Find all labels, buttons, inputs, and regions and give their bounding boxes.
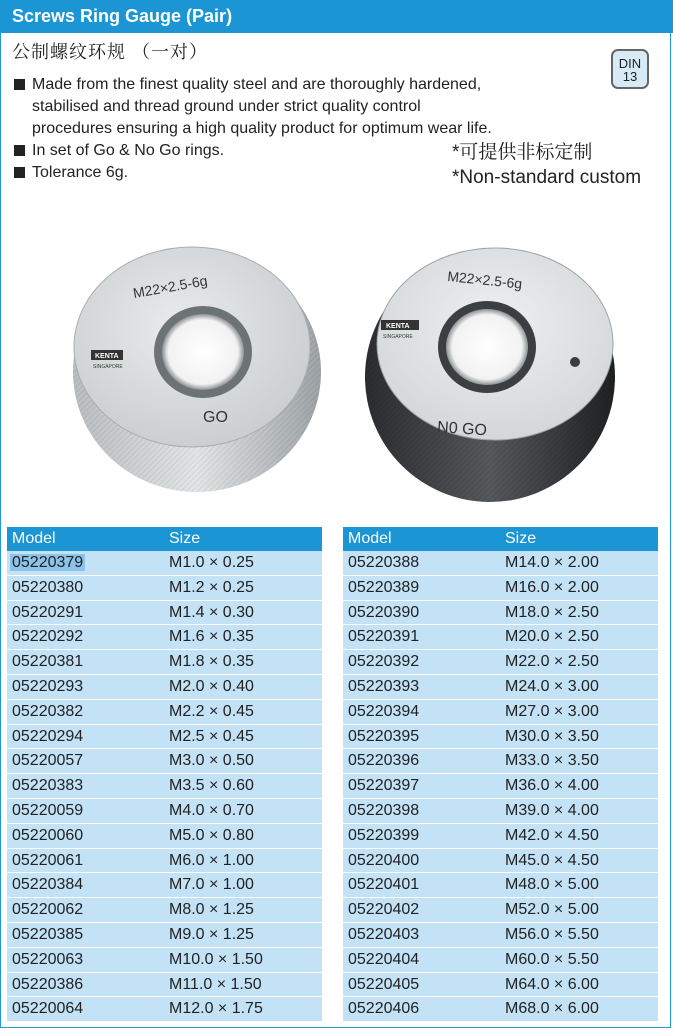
feature-text: Tolerance 6g. xyxy=(32,164,129,181)
custom-note xyxy=(452,140,641,190)
model-cell: 05220399 xyxy=(348,826,420,844)
model-cell: 05220380 xyxy=(12,578,84,596)
table-row xyxy=(343,625,658,650)
model-cell: 05220063 xyxy=(12,950,84,968)
feature-text: procedures ensuring a high quality product for optimum wear life. xyxy=(32,120,492,137)
feature-list xyxy=(12,74,492,184)
model-cell: 05220393 xyxy=(348,677,420,695)
table-row xyxy=(343,650,658,675)
model-cell: 05220401 xyxy=(348,876,420,894)
model-cell: 05220060 xyxy=(12,826,84,844)
model-cell: 05220388 xyxy=(348,554,420,571)
model-cell: 05220389 xyxy=(348,578,420,596)
feature-item-continued xyxy=(12,96,492,118)
size-cell: M14.0 × 2.00 xyxy=(505,554,599,571)
square-bullet-icon xyxy=(14,145,25,156)
table-row xyxy=(343,749,658,774)
size-cell: M68.0 × 6.00 xyxy=(505,1000,599,1018)
size-cell: M56.0 × 5.50 xyxy=(505,925,599,943)
size-cell: M48.0 × 5.00 xyxy=(505,876,599,894)
size-cell: M64.0 × 6.00 xyxy=(505,975,599,993)
model-cell: 05220394 xyxy=(348,702,420,720)
table-row xyxy=(343,997,658,1022)
size-cell: M2.5 × 0.45 xyxy=(169,727,254,745)
size-cell: M11.0 × 1.50 xyxy=(169,975,262,993)
table-row xyxy=(343,601,658,626)
model-cell: 05220294 xyxy=(12,727,84,745)
model-cell: 05220403 xyxy=(348,925,420,943)
size-cell: M1.4 × 0.30 xyxy=(169,603,254,621)
model-cell: 05220397 xyxy=(348,777,420,795)
chinese-title: 公制螺纹环规 （一对） xyxy=(12,42,208,62)
model-table-left xyxy=(7,527,322,1022)
size-cell: M22.0 × 2.50 xyxy=(505,653,599,671)
model-cell: 05220404 xyxy=(348,950,420,968)
go-ring-origin: SINGAPORE xyxy=(93,364,123,370)
square-bullet-icon xyxy=(14,79,25,90)
product-photo xyxy=(7,212,665,527)
model-cell: 05220059 xyxy=(12,801,84,819)
table-row xyxy=(7,849,322,874)
table-row xyxy=(7,625,322,650)
size-cell: M2.0 × 0.40 xyxy=(169,677,254,695)
model-cell: 05220386 xyxy=(12,975,84,993)
model-cell: 05220292 xyxy=(12,628,84,646)
table-row xyxy=(343,923,658,948)
feature-item xyxy=(12,162,492,184)
size-cell: M42.0 × 4.50 xyxy=(505,826,599,844)
feature-text: Made from the finest quality steel and are thoroughly hardened, xyxy=(32,76,482,93)
model-cell: 05220061 xyxy=(12,851,84,869)
table-row xyxy=(343,700,658,725)
table-row xyxy=(7,973,322,998)
size-cell: M5.0 × 0.80 xyxy=(169,826,254,844)
model-cell: 05220395 xyxy=(348,727,420,745)
size-cell: M2.2 × 0.45 xyxy=(169,702,254,720)
size-cell: M30.0 × 3.50 xyxy=(505,727,599,745)
column-header-model: Model xyxy=(348,530,392,547)
size-cell: M1.2 × 0.25 xyxy=(169,578,254,596)
table-row xyxy=(343,799,658,824)
size-cell: M4.0 × 0.70 xyxy=(169,801,254,819)
size-cell: M6.0 × 1.00 xyxy=(169,851,254,869)
table-row xyxy=(7,898,322,923)
model-cell: 05220392 xyxy=(348,653,420,671)
model-cell: 05220057 xyxy=(12,752,84,770)
model-cell: 05220383 xyxy=(12,777,84,795)
size-cell: M16.0 × 2.00 xyxy=(505,578,599,596)
table-row xyxy=(343,948,658,973)
feature-item xyxy=(12,140,492,162)
go-ring-brand: KENTA xyxy=(95,353,119,360)
model-cell: 05220385 xyxy=(12,925,84,943)
table-row xyxy=(343,873,658,898)
size-cell: M39.0 × 4.00 xyxy=(505,801,599,819)
nogo-ring-label: N0 GO xyxy=(436,418,488,440)
table-row xyxy=(343,551,658,576)
table-row xyxy=(7,774,322,799)
size-cell: M20.0 × 2.50 xyxy=(505,628,599,646)
column-header-model: Model xyxy=(12,530,56,547)
table-row xyxy=(7,601,322,626)
model-cell: 05220398 xyxy=(348,801,420,819)
column-header-size: Size xyxy=(505,530,537,547)
table-row xyxy=(7,873,322,898)
din-badge xyxy=(611,49,649,89)
table-row xyxy=(343,898,658,923)
size-cell: M1.6 × 0.35 xyxy=(169,628,254,646)
table-row xyxy=(7,700,322,725)
table-row xyxy=(7,576,322,601)
model-table-right xyxy=(343,527,658,1022)
table-row xyxy=(7,551,322,576)
custom-note-en: *Non-standard custom xyxy=(452,167,642,188)
table-row xyxy=(7,749,322,774)
model-cell: 05220064 xyxy=(12,1000,84,1018)
model-cell-selected[interactable]: 05220379 xyxy=(12,554,84,571)
size-cell: M1.8 × 0.35 xyxy=(169,653,254,671)
din-badge-line1: DIN xyxy=(618,56,642,71)
table-row xyxy=(7,675,322,700)
nogo-ring-marking: M22×2.5-6g xyxy=(446,267,524,292)
table-row xyxy=(343,774,658,799)
size-cell: M12.0 × 1.75 xyxy=(169,1000,263,1018)
size-cell: M7.0 × 1.00 xyxy=(169,876,254,894)
table-row xyxy=(7,650,322,675)
go-ring-marking: M22×2.5-6g xyxy=(131,272,209,302)
table-header xyxy=(7,527,322,551)
size-cell: M3.0 × 0.50 xyxy=(169,752,254,770)
hole-icon xyxy=(570,357,580,367)
model-cell: 05220405 xyxy=(348,975,420,993)
table-row xyxy=(7,923,322,948)
table-row xyxy=(343,824,658,849)
go-ring xyxy=(73,247,321,492)
square-bullet-icon xyxy=(14,167,25,178)
table-row xyxy=(7,725,322,750)
model-cell: 05220406 xyxy=(348,1000,420,1018)
no-go-ring xyxy=(365,248,615,502)
din-badge-line2: 13 xyxy=(622,69,638,84)
table-row xyxy=(7,997,322,1022)
size-cell: M52.0 × 5.00 xyxy=(505,901,599,919)
feature-item xyxy=(12,74,492,96)
feature-text: In set of Go & No Go rings. xyxy=(32,142,225,159)
model-cell: 05220390 xyxy=(348,603,420,621)
go-ring-label: GO xyxy=(203,409,228,426)
model-cell: 05220291 xyxy=(12,603,84,621)
size-cell: M36.0 × 4.00 xyxy=(505,777,599,795)
ring-gauges-illustration xyxy=(7,212,665,527)
size-cell: M10.0 × 1.50 xyxy=(169,950,263,968)
model-cell: 05220381 xyxy=(12,653,84,671)
size-cell: M60.0 × 5.50 xyxy=(505,950,599,968)
model-cell: 05220062 xyxy=(12,901,84,919)
model-cell: 05220384 xyxy=(12,876,84,894)
model-cell: 05220391 xyxy=(348,628,420,646)
model-cell: 05220396 xyxy=(348,752,420,770)
table-row xyxy=(7,948,322,973)
size-cell: M27.0 × 3.00 xyxy=(505,702,599,720)
table-row xyxy=(343,725,658,750)
size-cell: M24.0 × 3.00 xyxy=(505,677,599,695)
size-cell: M1.0 × 0.25 xyxy=(169,554,254,571)
model-cell: 05220402 xyxy=(348,901,420,919)
model-cell: 05220293 xyxy=(12,677,84,695)
model-cell: 05220382 xyxy=(12,702,84,720)
model-cell: 05220400 xyxy=(348,851,420,869)
table-row xyxy=(343,675,658,700)
size-cell: M18.0 × 2.50 xyxy=(505,603,599,621)
table-row xyxy=(343,973,658,998)
size-cell: M33.0 × 3.50 xyxy=(505,752,599,770)
custom-note-cn: *可提供非标定制 xyxy=(452,142,593,163)
table-row xyxy=(7,824,322,849)
size-cell: M8.0 × 1.25 xyxy=(169,901,254,919)
table-row xyxy=(343,849,658,874)
table-row xyxy=(343,576,658,601)
page-title: Screws Ring Gauge (Pair) xyxy=(0,0,673,33)
table-header xyxy=(343,527,658,551)
table-row xyxy=(7,799,322,824)
size-cell: M45.0 × 4.50 xyxy=(505,851,599,869)
feature-item-continued xyxy=(12,118,492,140)
nogo-ring-brand: KENTA xyxy=(386,323,410,330)
size-cell: M3.5 × 0.60 xyxy=(169,777,254,795)
feature-text: stabilised and thread ground under strict quality control xyxy=(32,98,421,115)
size-cell: M9.0 × 1.25 xyxy=(169,925,254,943)
column-header-size: Size xyxy=(169,530,201,547)
nogo-ring-origin: SINGAPORE xyxy=(383,334,413,340)
